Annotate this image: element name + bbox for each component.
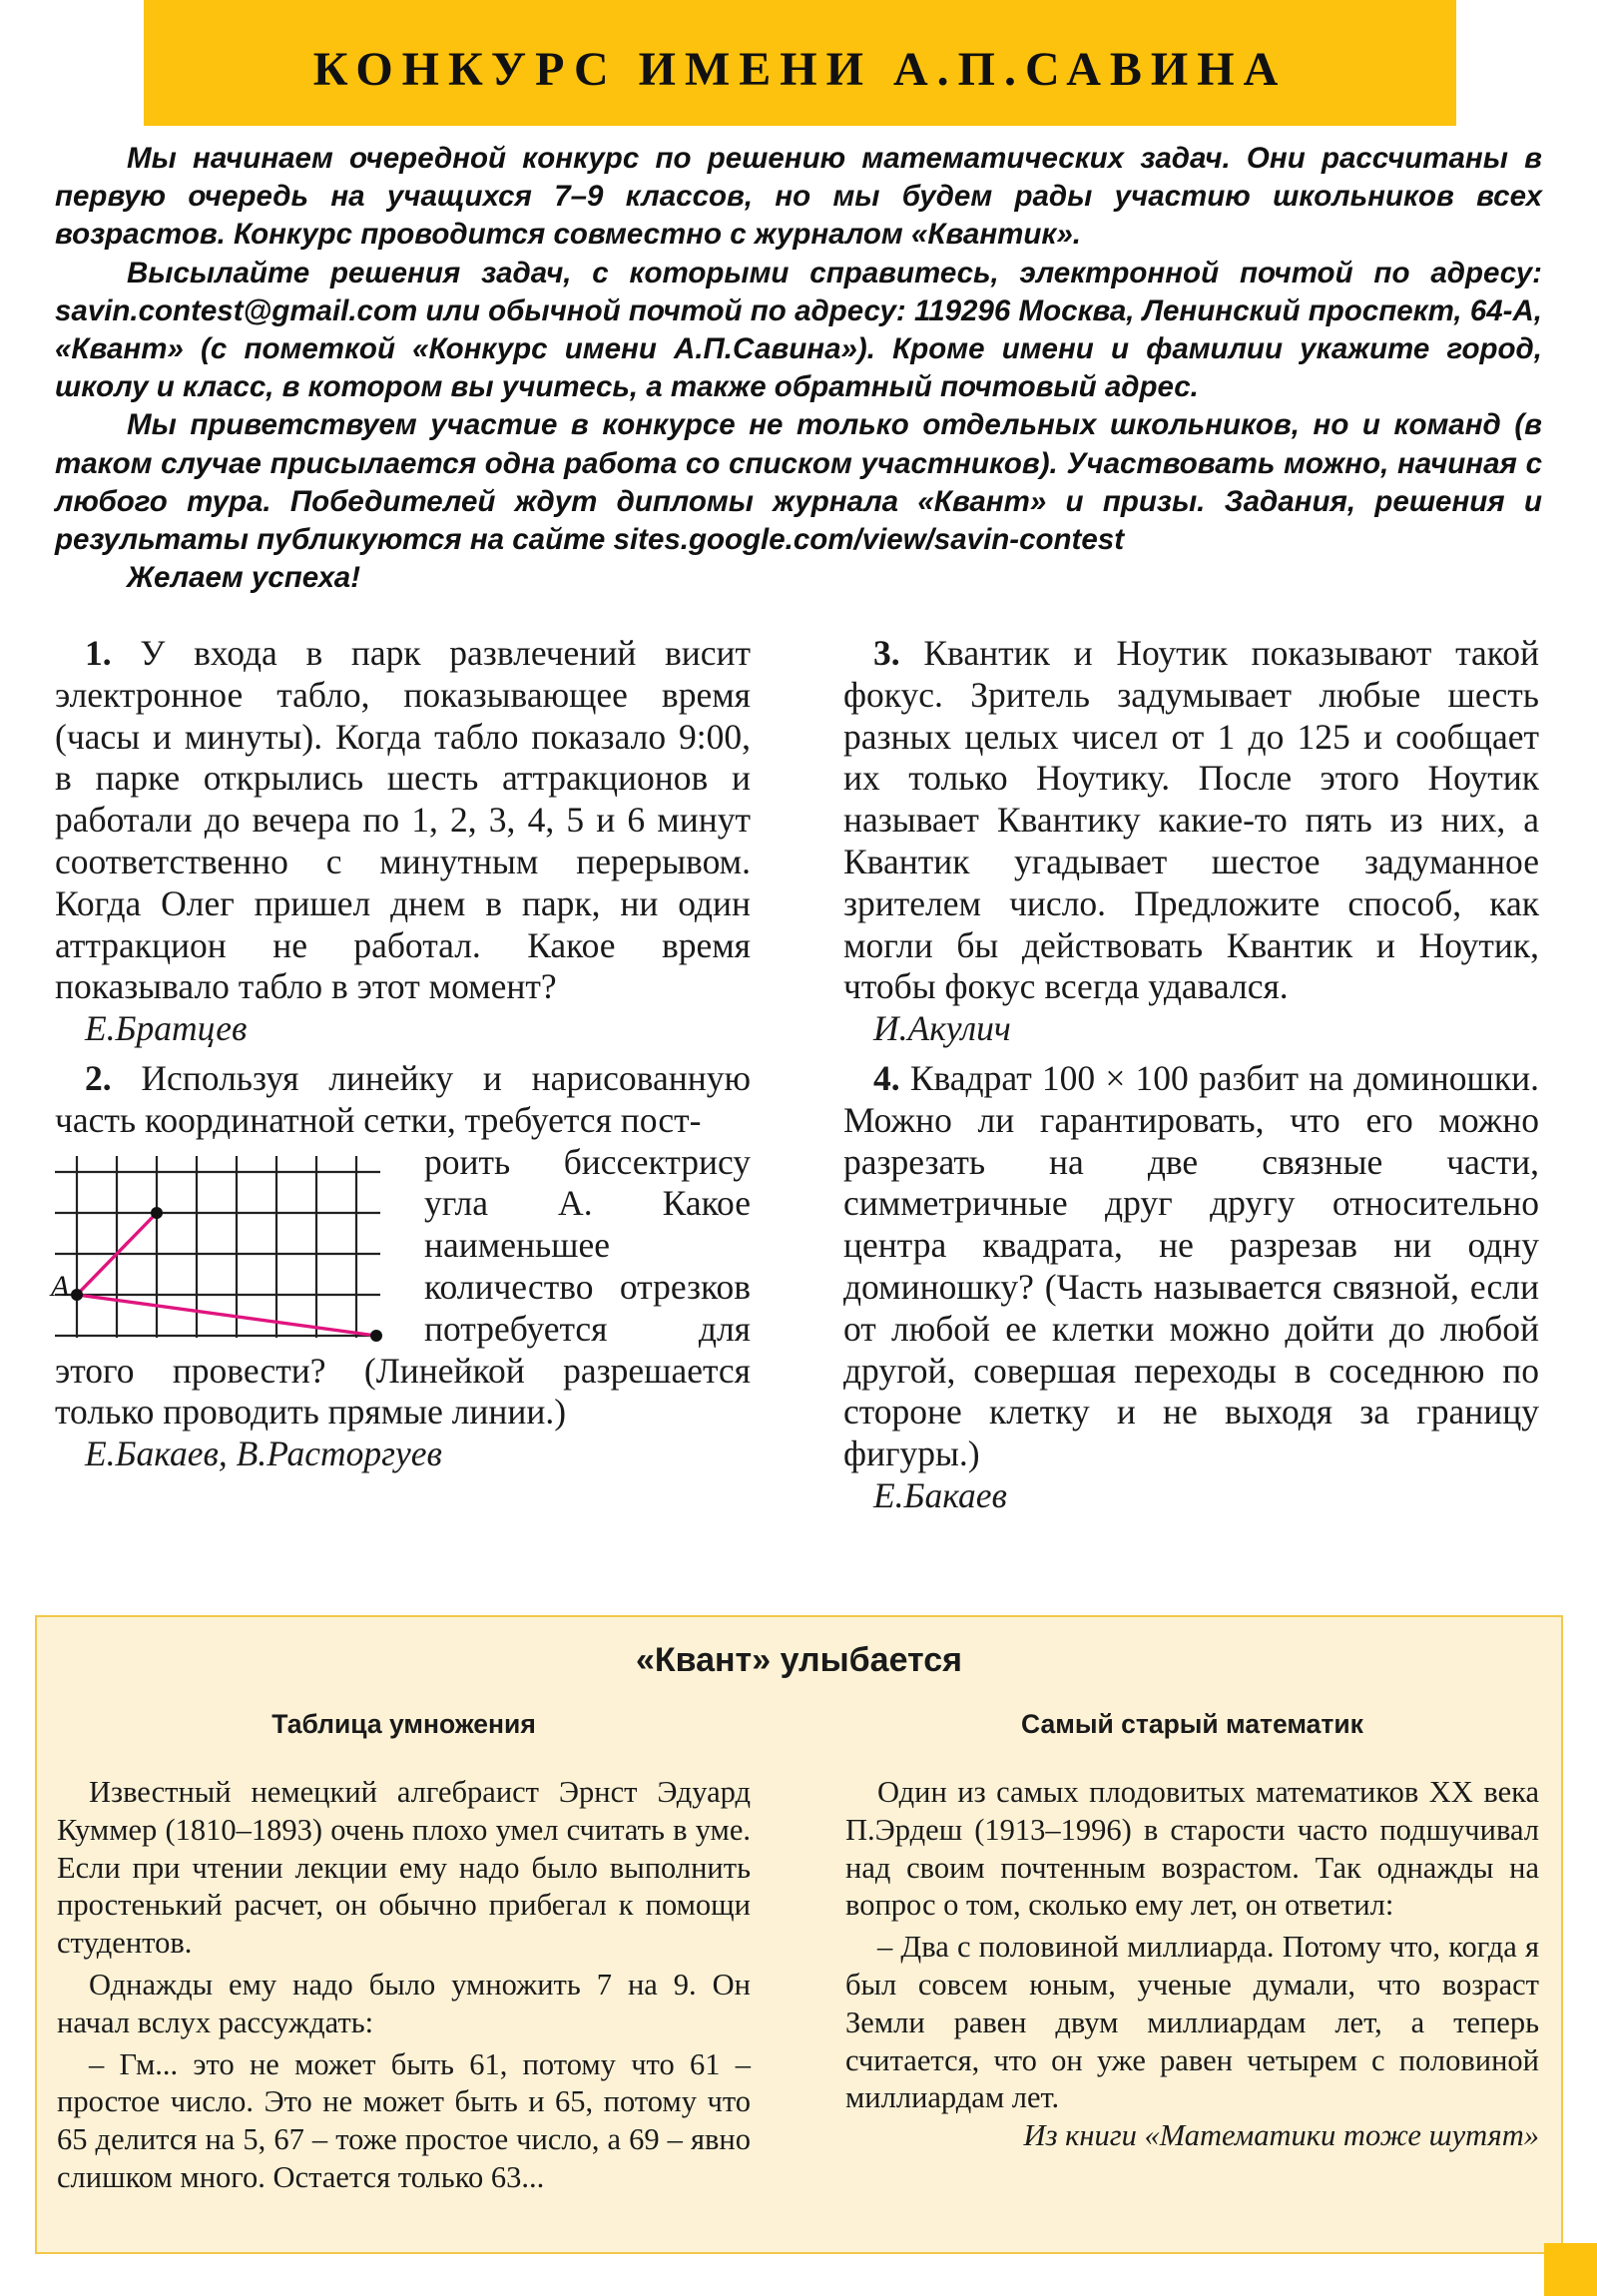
humor-left-text xyxy=(57,1774,751,2197)
intro-paragraph: Мы приветствуем участие в конкурсе не только отдельных школьников, но и команд (в таком случае присылается одна работа со списком участников). Участвовать можно, начиная с любого тура. Победителей ждут дипломы журнала «Квант» и призы. Задания, решения и результаты публикуются на сайте sites.google.com/view/savin-contest xyxy=(55,408,1542,557)
humor-paragraph: – Гм... это не может быть 61, потому что 61 – простое число. Это не может быть и 65, потому что 65 делится на 5, 67 – тоже простое число, а 69 – явно слишком много. Остается только 63... xyxy=(57,2046,751,2194)
humor-left-column xyxy=(57,1709,751,2197)
vertex-point xyxy=(71,1289,83,1301)
problem-2 xyxy=(51,1057,752,1475)
grid-svg xyxy=(25,1146,416,1346)
grid-point xyxy=(151,1207,163,1219)
problem-3 xyxy=(843,633,1539,1050)
intro-paragraph: Высылайте решения задач, с которыми справитесь, электронной почтой по адресу: savin.contest@gmail.com или обычной почтой по адресу: 119296 Москва, Ленинский проспект, 64-А, «Квант» (с пометкой «Конкурс имени А.П.Савина»). Кроме имени и фамилии укажите город, школу и класс, в котором вы учитесь, а также обратный почтовый адрес. xyxy=(55,256,1542,404)
grid-lines xyxy=(55,1156,380,1338)
problem-text: Квантик и Ноутик показывают такой фокус. Зритель задумывает любые шесть разных целых чисел от 1 до 125 и сообщает их только Ноутику. После этого Ноутик называет Квантику какие-то пять из них, а Квантик угадывает шестое задуманное зрителем число. Предложите способ, как могли бы действовать Квантик и Ноутик, чтобы фокус всегда удавался. xyxy=(843,633,1539,1007)
problem-number: 2. xyxy=(85,1057,112,1098)
problem-4 xyxy=(843,1058,1539,1517)
problem-text-lead: Используя линейку и нарисованную часть координатной сетки, требуется пост- xyxy=(55,1057,752,1140)
problem-author: Е.Бакаев xyxy=(873,1474,1007,1515)
problem-1 xyxy=(55,633,751,1050)
humor-paragraph: – Два с половиной миллиарда. Потому что, когда я был совсем юным, ученые думали, что возраст Земли равен двум миллиардам лет, а теперь считается, что он уже равен четырем с половиной миллиардам лет. xyxy=(845,1930,1539,2115)
humor-left-heading: Таблица умножения xyxy=(271,1709,536,1739)
humor-title: «Квант» улыбается xyxy=(636,1641,962,1679)
humor-paragraph: Один из самых плодовитых математиков XX века П.Эрдеш (1913–1996) в старости часто подшучивал над своим почтенным возрастом. Так однажды на вопрос о том, сколько ему лет, он ответил: xyxy=(845,1775,1539,1923)
problem-number: 3. xyxy=(873,633,900,673)
problem-author: Е.Бакаев, В.Расторгуев xyxy=(85,1434,442,1474)
intro-paragraph: Мы начинаем очередной конкурс по решению математических задач. Они рассчитаны в первую очередь на учащихся 7–9 классов, но мы будем рады участию школьников всех возрастов. Конкурс проводится совместно с журналом «Квантик». xyxy=(55,142,1542,252)
humor-paragraph: Известный немецкий алгебраист Эрнст Эдуард Куммер (1810–1893) очень плохо умел считать в уме. Если при чтении лекции ему надо было выполнить простенький расчет, он обычно прибегал к помощи студентов. xyxy=(57,1775,751,1961)
intro-closing: Желаем успеха! xyxy=(127,561,361,595)
problem-text-rest: роить биссектрису угла A. Какое наименьшее количество отрезков потребуется для этого провести? (Линейкой разрешается только проводить прямые линии.) xyxy=(55,1141,751,1433)
problem-author: Е.Братцев xyxy=(85,1008,248,1049)
header-banner xyxy=(144,0,1456,126)
segment-down xyxy=(77,1295,376,1336)
humor-box xyxy=(35,1615,1563,2254)
problem-text: У входа в парк развлечений висит электронное табло, показывающее время (часы и минуты). Когда табло показало 9:00, в парке открылись шесть аттракционов и работали до вечера по 1, 2, 3, 4, 5 и 6 минут соответственно с минутным перерывом. Когда Олег пришел днем в парк, ни один аттракцион не работал. Какое время показывало табло в этот момент? xyxy=(55,633,752,1007)
contest-intro xyxy=(55,140,1542,597)
problem-number: 1. xyxy=(85,633,112,673)
humor-right-column xyxy=(845,1709,1539,2155)
humor-paragraph: Однажды ему надо было умножить 7 на 9. Он начал вслух рассуждать: xyxy=(57,1967,751,2039)
page-corner-mark xyxy=(1544,2243,1597,2296)
humor-right-text xyxy=(845,1774,1539,2117)
problem-number: 4. xyxy=(873,1057,900,1098)
coordinate-grid-figure xyxy=(25,1146,416,1346)
contest-title: КОНКУРС ИМЕНИ А.П.САВИНА xyxy=(312,42,1288,96)
grid-point xyxy=(370,1330,382,1342)
problem-text: Квадрат 100 × 100 разбит на доминошки. Можно ли гарантировать, что его можно разрезать на две связные части, симметричные друг другу относительно центра квадрата, не разрезав ни одну доминошку? (Часть называется связной, если от любой ее клетки можно дойти до любой другой, совершая переходы в соседнюю по стороне клетку и не выходя за границу фигуры.) xyxy=(843,1057,1539,1474)
angle-segments xyxy=(77,1213,376,1336)
humor-right-heading: Самый старый математик xyxy=(1021,1709,1363,1739)
humor-source: Из книги «Математики тоже шутят» xyxy=(1023,2118,1539,2153)
right-column xyxy=(843,633,1539,1517)
vertex-label: A xyxy=(51,1269,70,1303)
left-column xyxy=(51,633,752,1475)
problem-author: И.Акулич xyxy=(873,1008,1011,1049)
